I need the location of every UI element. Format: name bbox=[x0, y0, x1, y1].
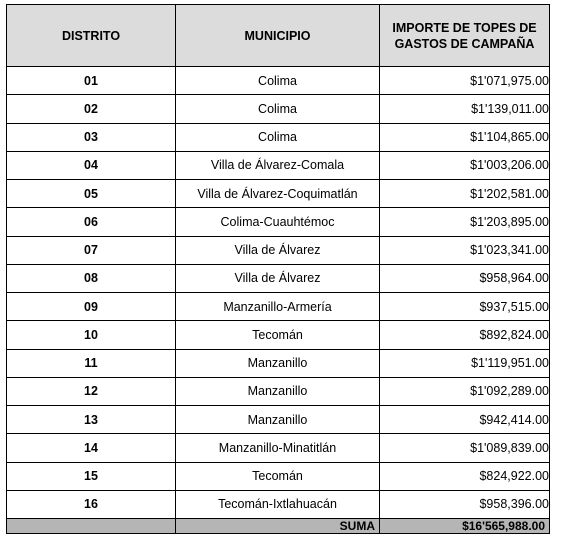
importe-cell: $824,922.00 bbox=[380, 462, 550, 490]
municipio-cell: Manzanillo-Armería bbox=[176, 293, 380, 321]
importe-cell: $892,824.00 bbox=[380, 321, 550, 349]
table-row bbox=[7, 321, 550, 349]
table-row bbox=[7, 434, 550, 462]
importe-cell: $1'104,865.00 bbox=[380, 123, 550, 151]
importe-cell: $942,414.00 bbox=[380, 406, 550, 434]
table-row bbox=[7, 151, 550, 179]
importe-cell: $1'089,839.00 bbox=[380, 434, 550, 462]
municipio-cell: Villa de Álvarez bbox=[176, 264, 380, 292]
table-row bbox=[7, 180, 550, 208]
table-row bbox=[7, 462, 550, 490]
distrito-cell: 02 bbox=[7, 95, 176, 123]
distrito-cell: 07 bbox=[7, 236, 176, 264]
table-row bbox=[7, 264, 550, 292]
municipio-cell: Villa de Álvarez bbox=[176, 236, 380, 264]
municipio-cell: Villa de Álvarez-Coquimatlán bbox=[176, 180, 380, 208]
distrito-cell: 13 bbox=[7, 406, 176, 434]
municipio-cell: Tecomán bbox=[176, 462, 380, 490]
importe-cell: $1'119,951.00 bbox=[380, 349, 550, 377]
distrito-cell: 08 bbox=[7, 264, 176, 292]
campaign-spending-table bbox=[6, 4, 550, 534]
table-header-row bbox=[7, 5, 550, 67]
importe-cell: $958,396.00 bbox=[380, 490, 550, 518]
total-label: SUMA bbox=[176, 519, 380, 534]
importe-cell: $1'071,975.00 bbox=[380, 67, 550, 95]
header-distrito: DISTRITO bbox=[7, 5, 176, 67]
importe-cell: $1'092,289.00 bbox=[380, 377, 550, 405]
importe-cell: $1'202,581.00 bbox=[380, 180, 550, 208]
table-row bbox=[7, 293, 550, 321]
municipio-cell: Villa de Álvarez-Comala bbox=[176, 151, 380, 179]
table-row bbox=[7, 406, 550, 434]
importe-cell: $958,964.00 bbox=[380, 264, 550, 292]
header-importe-line1: IMPORTE DE TOPES DE bbox=[392, 20, 537, 35]
municipio-cell: Colima bbox=[176, 67, 380, 95]
distrito-cell: 12 bbox=[7, 377, 176, 405]
municipio-cell: Colima-Cuauhtémoc bbox=[176, 208, 380, 236]
distrito-cell: 14 bbox=[7, 434, 176, 462]
distrito-cell: 11 bbox=[7, 349, 176, 377]
total-value: $16'565,988.00 bbox=[380, 519, 550, 534]
distrito-cell: 09 bbox=[7, 293, 176, 321]
municipio-cell: Manzanillo bbox=[176, 406, 380, 434]
table-row bbox=[7, 490, 550, 518]
importe-cell: $1'023,341.00 bbox=[380, 236, 550, 264]
importe-cell: $937,515.00 bbox=[380, 293, 550, 321]
municipio-cell: Colima bbox=[176, 123, 380, 151]
distrito-cell: 10 bbox=[7, 321, 176, 349]
table-row bbox=[7, 123, 550, 151]
importe-cell: $1'003,206.00 bbox=[380, 151, 550, 179]
municipio-cell: Colima bbox=[176, 95, 380, 123]
header-importe bbox=[380, 5, 550, 67]
distrito-cell: 06 bbox=[7, 208, 176, 236]
municipio-cell: Manzanillo bbox=[176, 377, 380, 405]
table-row bbox=[7, 236, 550, 264]
importe-cell: $1'203,895.00 bbox=[380, 208, 550, 236]
table-row bbox=[7, 377, 550, 405]
header-importe-line2: GASTOS DE CAMPAÑA bbox=[394, 36, 535, 51]
header-municipio: MUNICIPIO bbox=[176, 5, 380, 67]
importe-cell: $1'139,011.00 bbox=[380, 95, 550, 123]
municipio-cell: Manzanillo-Minatitlán bbox=[176, 434, 380, 462]
distrito-cell: 03 bbox=[7, 123, 176, 151]
distrito-cell: 15 bbox=[7, 462, 176, 490]
table-row bbox=[7, 67, 550, 95]
table-row bbox=[7, 208, 550, 236]
distrito-cell: 01 bbox=[7, 67, 176, 95]
municipio-cell: Manzanillo bbox=[176, 349, 380, 377]
distrito-cell: 04 bbox=[7, 151, 176, 179]
distrito-cell: 16 bbox=[7, 490, 176, 518]
total-blank-cell bbox=[7, 519, 176, 534]
municipio-cell: Tecomán-Ixtlahuacán bbox=[176, 490, 380, 518]
table-row bbox=[7, 95, 550, 123]
table-row bbox=[7, 349, 550, 377]
municipio-cell: Tecomán bbox=[176, 321, 380, 349]
total-row bbox=[7, 519, 550, 534]
distrito-cell: 05 bbox=[7, 180, 176, 208]
